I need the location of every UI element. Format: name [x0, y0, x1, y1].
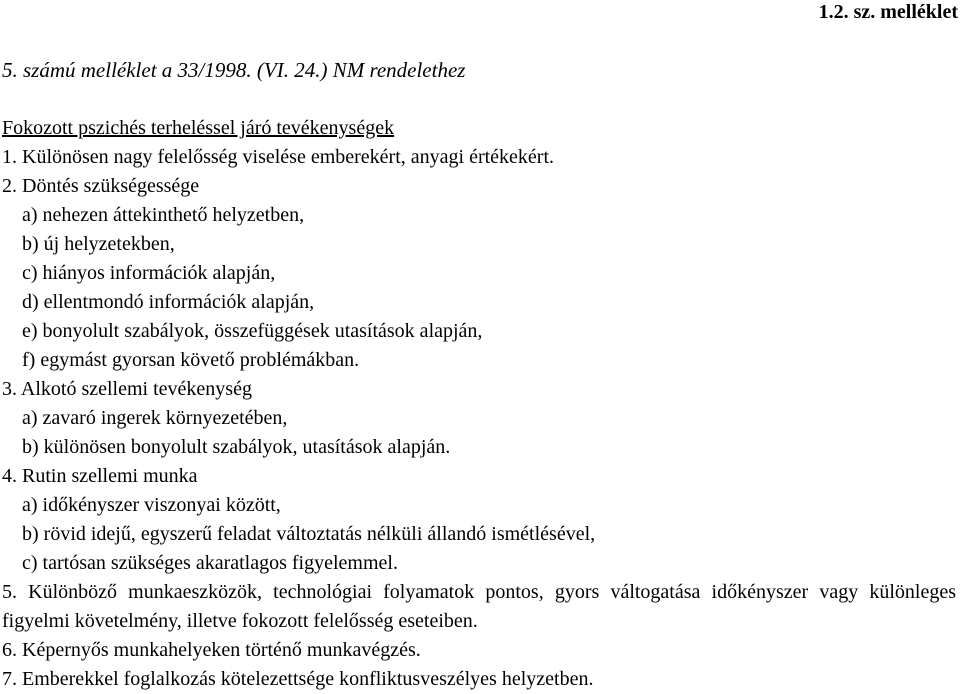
- list-subitem: c) tartósan szükséges akaratlagos figyelemmel.: [22, 552, 398, 574]
- list-item-1: 1. Különösen nagy felelősség viselése emberekért, anyagi értékekért.: [2, 146, 555, 168]
- list-subitem: e) bonyolult szabályok, összefüggések utasítások alapján,: [22, 320, 483, 342]
- list-subitem: b) rövid idejű, egyszerű feladat változtatás nélküli állandó ismétlésével,: [22, 523, 596, 545]
- section-heading: Fokozott pszichés terheléssel járó tevékenységek: [2, 117, 395, 139]
- list-subitem: a) zavaró ingerek környezetében,: [22, 407, 288, 429]
- annex-label: 1.2. sz. melléklet: [818, 1, 958, 23]
- document-body: [2, 114, 956, 694]
- list-item-3: 3. Alkotó szellemi tevékenység: [2, 378, 252, 400]
- list-item-2: 2. Döntés szükségessége: [2, 175, 200, 197]
- list-item-5: 5. Különböző munkaeszközök, technológiai folyamatok pontos, gyors váltogatása időkényszer vagy különleges figyelmi követelmény, illetve fokozott felelősség eseteiben.: [2, 581, 956, 632]
- list-subitem: a) nehezen áttekinthető helyzetben,: [22, 204, 305, 226]
- list-subitem: b) különösen bonyolult szabályok, utasítások alapján.: [22, 436, 451, 458]
- list-item-4: 4. Rutin szellemi munka: [2, 465, 198, 487]
- list-subitem: f) egymást gyorsan követő problémákban.: [22, 349, 360, 371]
- list-item-7: 7. Emberekkel foglalkozás kötelezettsége konfliktusveszélyes helyzetben.: [2, 668, 594, 690]
- list-subitem: a) időkényszer viszonyai között,: [22, 494, 281, 516]
- list-subitem: b) új helyzetekben,: [22, 233, 175, 255]
- list-subitem: c) hiányos információk alapján,: [22, 262, 276, 284]
- document-subtitle: 5. számú melléklet a 33/1998. (VI. 24.) NM rendelethez: [2, 58, 466, 82]
- list-subitem: d) ellentmondó információk alapján,: [22, 291, 315, 313]
- list-item-6: 6. Képernyős munkahelyeken történő munkavégzés.: [2, 639, 421, 661]
